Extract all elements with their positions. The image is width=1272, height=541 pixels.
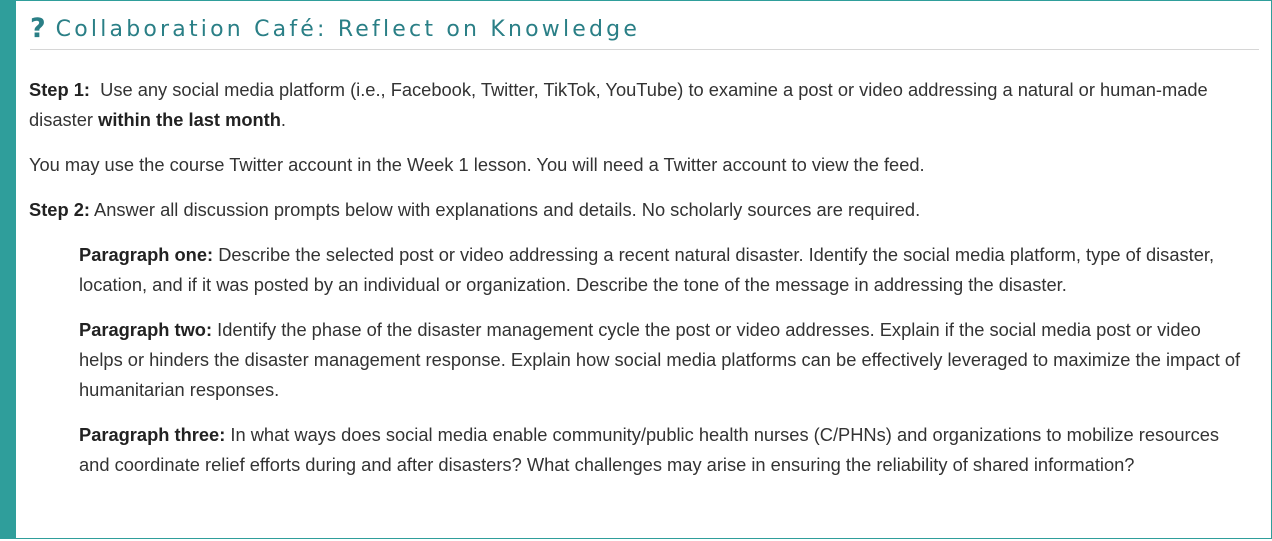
prompt-label: Paragraph three: [79, 424, 226, 445]
step-1-paragraph [29, 75, 1241, 135]
twitter-note: You may use the course Twitter account in the Week 1 lesson. You will need a Twitter account to view the feed. [29, 154, 925, 175]
step-1-end: . [280, 109, 287, 130]
card-content [29, 75, 1241, 495]
prompt-paragraph-one [79, 240, 1241, 300]
step-2-paragraph [29, 195, 1241, 225]
step-1-emphasis: within the last month [98, 109, 281, 130]
card-header [30, 9, 1259, 50]
step-1-text: Use any social media platform (i.e., Facebook, Twitter, TikTok, YouTube) to examine a post or video addressing a natural or human-made disaster [29, 79, 1208, 130]
prompt-paragraph-two [79, 315, 1241, 405]
question-icon: ? [30, 12, 46, 44]
card-title: Collaboration Café: Reflect on Knowledge [55, 16, 641, 42]
prompt-label: Paragraph one: [79, 244, 214, 265]
prompt-text: Describe the selected post or video addressing a recent natural disaster. Identify the social media platform, type of disaster, location, and if it was posted by an individual or organization. Describe the tone of the message in addressing the disaster. [79, 244, 1215, 295]
prompt-text: Identify the phase of the disaster management cycle the post or video addresses. Explain if the social media post or video helps or hinders the disaster management response. Explain how social media platforms can be effectively leveraged to maximize the impact of humanitarian responses. [79, 319, 1241, 400]
prompt-list [29, 240, 1241, 480]
step-1-label: Step 1: [29, 79, 90, 100]
step-2-label: Step 2: [29, 199, 90, 220]
prompt-paragraph-three [79, 420, 1241, 480]
step-2-text: Answer all discussion prompts below with explanations and details. No scholarly sources are required. [94, 199, 921, 220]
prompt-label: Paragraph two: [79, 319, 213, 340]
prompt-text: In what ways does social media enable community/public health nurses (C/PHNs) and organizations to mobilize resources and coordinate relief efforts during and after disasters? What challenges may arise in ensuring the reliability of shared information? [79, 424, 1220, 475]
